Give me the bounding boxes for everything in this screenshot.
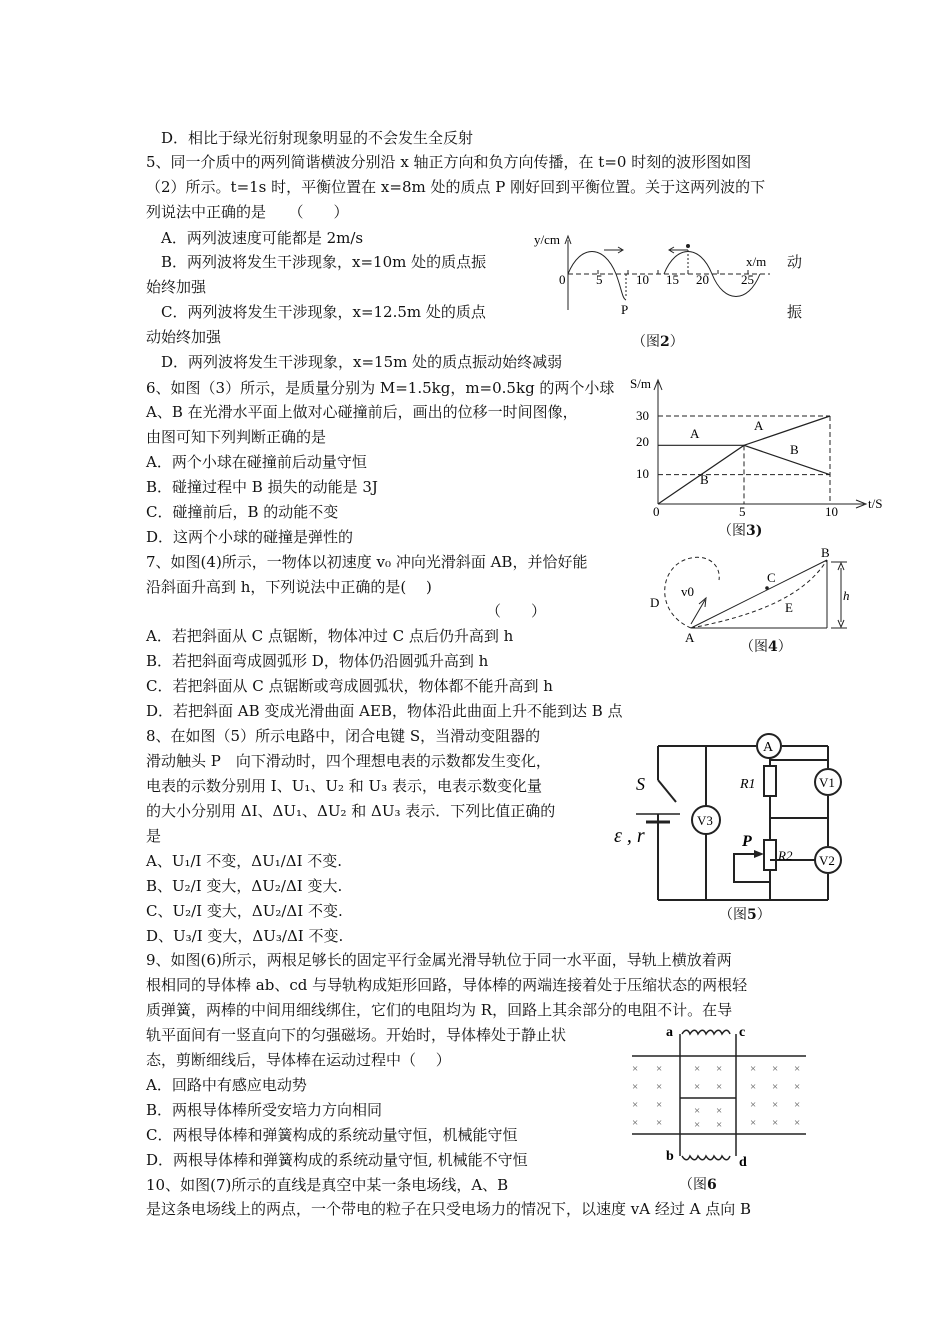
- q5-option-c: C．两列波将发生干涉现象，x=12.5m 处的质点: [161, 303, 486, 321]
- svg-text:×: ×: [772, 1099, 779, 1111]
- q9-line3: 质弹簧，两棒的中间用细线绑住，它们的电阻均为 R，回路上其余部分的电阻不计。在导: [146, 1001, 733, 1019]
- q5-option-b: B．两列波将发生干涉现象，x=10m 处的质点振: [161, 253, 487, 271]
- fig5-label-v2: V2: [819, 853, 835, 868]
- fig6-label-d: d: [739, 1155, 747, 1170]
- fig4-label-e: E: [785, 600, 793, 615]
- fig5-label-v3: V3: [697, 813, 713, 828]
- svg-text:×: ×: [794, 1063, 801, 1075]
- figure-4-incline: [645, 544, 860, 644]
- svg-text:×: ×: [632, 1117, 639, 1129]
- q5-option-b-cont: 始终加强: [146, 278, 207, 296]
- svg-text:×: ×: [794, 1081, 801, 1093]
- q8-line4: 的大小分别用 ΔI、ΔU₁、ΔU₂ 和 ΔU₃ 表示．下列比值正确的: [146, 802, 556, 820]
- q5-option-c-cont: 动始终加强: [146, 328, 222, 346]
- q8-line2: 滑动触头 P 向下滑动时，四个理想电表的示数都发生变化，: [146, 752, 551, 770]
- q7-line1: 7、如图(4)所示，一物体以初速度 v₀ 冲向光滑斜面 AB，并恰好能: [146, 553, 588, 571]
- figure-2-wave: [530, 228, 790, 328]
- fig3-label-b1: B: [700, 472, 709, 487]
- svg-text:×: ×: [794, 1099, 801, 1111]
- fig4-label-h: h: [843, 588, 850, 603]
- series-a-line: [658, 416, 830, 445]
- fig2-ylabel: y/cm: [534, 232, 560, 247]
- q8-line3: 电表的示数分别用 I、U₁、U₂ 和 U₃ 表示，电表示数变化量: [146, 777, 542, 795]
- q7-line2: 沿斜面升高到 h，下列说法中正确的是( ): [146, 578, 432, 596]
- q8-line5: 是: [146, 827, 162, 845]
- q10-line2: 是这条电场线上的两点，一个带电的粒子在只受电场力的情况下，以速度 vA 经过 A 点向 B: [146, 1200, 752, 1218]
- fig5-label-emf: ε , r: [614, 825, 645, 847]
- svg-text:×: ×: [656, 1081, 663, 1093]
- q7-option-d: D．若把斜面 AB 变成光滑曲面 AEB，物体沿此曲面上升不能到达 B 点: [146, 702, 623, 720]
- q6-line2: A、B 在光滑水平面上做对心碰撞前后，画出的位移一时间图像，: [146, 403, 578, 421]
- fig2-tick-5: 5: [596, 272, 603, 287]
- q5-line2: （2）所示。t=1s 时，平衡位置在 x=8m 处的质点 P 刚好回到平衡位置。关于这两列波的下: [146, 178, 766, 196]
- svg-text:×: ×: [656, 1099, 663, 1111]
- option-4d: D．相比于绿光衍射现象明显的不会发生全反射: [161, 129, 474, 147]
- q7-option-c: C．若把斜面从 C 点锯断或弯成圆弧状，物体都不能升高到 h: [146, 677, 553, 695]
- q7-blank: （ ）: [486, 602, 547, 620]
- fig4-label-b: B: [821, 545, 830, 560]
- fig2-tick-0: 0: [559, 272, 566, 287]
- q7-option-a: A．若把斜面从 C 点锯断，物体冲过 C 点后仍升高到 h: [146, 627, 514, 645]
- q9-option-b: B．两根导体棒所受安培力方向相同: [146, 1101, 383, 1119]
- figure-6-caption: （图6: [679, 1177, 717, 1193]
- q9-option-a: A．回路中有感应电动势: [146, 1076, 307, 1094]
- q8-option-c: C、U₂/I 变大，ΔU₂/ΔI 不变.: [146, 902, 343, 920]
- q6-option-a: A．两个小球在碰撞前后动量守恒: [146, 453, 367, 471]
- fig5-label-r1: R1: [740, 777, 756, 792]
- fig3-xtick-10: 10: [825, 504, 838, 519]
- figure-6-rails: [626, 1022, 816, 1174]
- q5-line1: 5、同一介质中的两列简谐横波分别沿 x 轴正方向和负方向传播，在 t=0 时刻的波形图如图: [146, 153, 752, 171]
- fig4-label-a: A: [685, 630, 695, 644]
- fig2-point-p: P: [621, 302, 629, 317]
- svg-text:×: ×: [694, 1063, 701, 1075]
- fig2-tick-25: 25: [741, 272, 754, 287]
- figure-2-caption: （图2）: [632, 334, 684, 350]
- q5-option-c-tail: 振: [787, 303, 803, 321]
- svg-text:×: ×: [794, 1117, 801, 1129]
- fig3-label-a2: A: [754, 418, 764, 433]
- svg-text:×: ×: [694, 1119, 701, 1131]
- svg-text:×: ×: [750, 1099, 757, 1111]
- figure-3-chart: [628, 374, 900, 520]
- q10-line1: 10、如图(7)所示的直线是真空中某一条电场线，A、B: [146, 1176, 509, 1194]
- q9-line4: 轨平面间有一竖直向下的匀强磁场。开始时，导体棒处于静止状: [146, 1026, 567, 1044]
- svg-text:×: ×: [694, 1081, 701, 1093]
- fig2-tick-20: 20: [696, 272, 709, 287]
- svg-text:×: ×: [750, 1081, 757, 1093]
- svg-text:×: ×: [750, 1117, 757, 1129]
- q7-option-b: B．若把斜面弯成圆弧形 D，物体仍沿圆弧升高到 h: [146, 652, 489, 670]
- q9-option-c: C．两根导体棒和弹簧构成的系统动量守恒，机械能守恒: [146, 1126, 518, 1144]
- svg-text:×: ×: [716, 1063, 723, 1075]
- fig3-ytick-20: 20: [636, 434, 649, 449]
- svg-text:×: ×: [632, 1099, 639, 1111]
- fig3-label-a1: A: [690, 426, 700, 441]
- fig5-label-a: A: [763, 740, 774, 755]
- fig4-label-d: D: [650, 595, 660, 610]
- q8-option-d: D、U₃/I 变大，ΔU₃/ΔI 不变.: [146, 927, 344, 945]
- fig3-ytick-10: 10: [636, 466, 649, 481]
- fig5-label-p: P: [742, 833, 752, 850]
- q9-line5: 态，剪断细线后，导体棒在运动过程中（ ）: [146, 1051, 451, 1069]
- svg-text:×: ×: [716, 1119, 723, 1131]
- fig3-ytick-30: 30: [636, 408, 649, 423]
- figure-5-circuit: [606, 730, 854, 906]
- fig4-label-c: C: [767, 570, 776, 585]
- fig2-tick-10: 10: [636, 272, 649, 287]
- q6-option-d: D．这两个小球的碰撞是弹性的: [146, 528, 354, 546]
- fig3-xtick-5: 5: [739, 504, 746, 519]
- svg-text:×: ×: [656, 1063, 663, 1075]
- q6-option-c: C．碰撞前后，B 的动能不变: [146, 503, 339, 521]
- fig6-label-a: a: [666, 1025, 673, 1040]
- q9-line1: 9、如图(6)所示，两根足够长的固定平行金属光滑导轨位于同一水平面，导轨上横放着两: [146, 951, 732, 969]
- q6-option-b: B．碰撞过程中 B 损失的动能是 3J: [146, 478, 378, 496]
- fig6-label-b: b: [666, 1149, 674, 1164]
- q6-line1: 6、如图（3）所示，是质量分别为 M=1.5kg，m=0.5kg 的两个小球: [146, 379, 615, 397]
- fig2-xlabel: x/m: [746, 254, 767, 269]
- fig6-label-c: c: [739, 1025, 746, 1040]
- q5-option-a: A．两列波速度可能都是 2m/s: [161, 229, 364, 247]
- figure-5-caption: （图5）: [719, 907, 771, 923]
- svg-text:×: ×: [772, 1081, 779, 1093]
- svg-text:×: ×: [772, 1117, 779, 1129]
- svg-text:×: ×: [716, 1105, 723, 1117]
- svg-text:×: ×: [694, 1105, 701, 1117]
- q6-line3: 由图可知下列判断正确的是: [146, 428, 327, 446]
- q5-option-b-tail: 动: [787, 253, 803, 271]
- fig3-label-b2: B: [790, 442, 799, 457]
- svg-text:×: ×: [750, 1063, 757, 1075]
- point-c-dot: [765, 586, 769, 590]
- wave-peak-dot: [686, 244, 690, 248]
- svg-text:×: ×: [716, 1081, 723, 1093]
- figure-4-caption: （图4）: [740, 639, 792, 655]
- q5-option-d: D．两列波将发生干涉现象，x=15m 处的质点振动始终减弱: [161, 353, 563, 371]
- fig5-label-s: S: [636, 774, 645, 794]
- fig3-ylabel: S/m: [630, 376, 651, 391]
- q8-option-b: B、U₂/I 变大，ΔU₂/ΔI 变大.: [146, 877, 343, 895]
- fig5-label-v1: V1: [819, 775, 835, 790]
- fig2-tick-15: 15: [666, 272, 679, 287]
- q9-option-d: D．两根导体棒和弹簧构成的系统动量守恒, 机械能不守恒: [146, 1151, 528, 1169]
- slider-arrow-icon: [754, 850, 764, 858]
- svg-text:×: ×: [632, 1063, 639, 1075]
- fig3-xtick-0: 0: [653, 504, 660, 519]
- fig5-label-r2: R2: [778, 848, 793, 863]
- q8-option-a: A、U₁/I 不变，ΔU₁/ΔI 不变.: [146, 852, 343, 870]
- magnetic-field-crosses: [632, 1063, 800, 1131]
- q9-line2: 根相同的导体棒 ab、cd 与导轨构成矩形回路，导体棒的两端连接着处于压缩状态的两根轻: [146, 976, 748, 994]
- fig4-label-v0: v0: [681, 584, 694, 599]
- q5-line3: 列说法中正确的是 （ ）: [146, 203, 349, 221]
- svg-text:×: ×: [632, 1081, 639, 1093]
- svg-text:×: ×: [772, 1063, 779, 1075]
- q8-line1: 8、在如图（5）所示电路中，闭合电键 S，当滑动变阻器的: [146, 727, 541, 745]
- figure-3-caption: （图3): [718, 523, 763, 539]
- fig3-xlabel: t/S: [868, 496, 883, 511]
- svg-text:×: ×: [656, 1117, 663, 1129]
